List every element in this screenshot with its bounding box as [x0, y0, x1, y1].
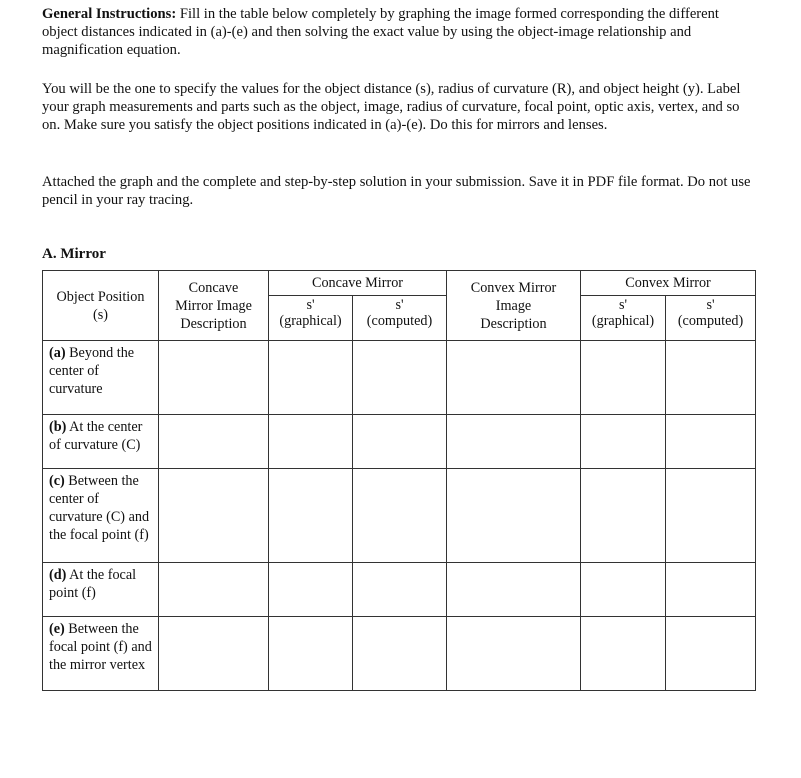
- row-label: (a) Beyond the center of curvature: [43, 341, 159, 415]
- instructions-paragraph: [42, 5, 758, 59]
- convex-description-cell[interactable]: [447, 617, 581, 691]
- header-convex-s-graphical: s' (graphical): [581, 296, 666, 341]
- convex-s-graphical-cell[interactable]: [581, 617, 666, 691]
- specify-values-paragraph: You will be the one to specify the values for the object distance (s), radius of curvature (R), and object height (y). Label your graph measurements and parts such as the object, image, radius of curvature, focal point, optic axis, vertex, and so on. Make sure you satisfy the object positions indicated in (a)-(e). Do this for mirrors and lenses.: [42, 81, 741, 133]
- row-label: (d) At the focal point (f): [43, 563, 159, 617]
- convex-s-computed-cell[interactable]: [666, 617, 756, 691]
- table-row: [43, 341, 756, 415]
- convex-s-computed-cell[interactable]: [666, 341, 756, 415]
- header-concave-description: Concave Mirror Image Description: [159, 271, 269, 341]
- concave-s-graphical-cell[interactable]: [269, 341, 353, 415]
- header-convex-s-computed: s' (computed): [666, 296, 756, 341]
- instructions-body: Fill in the table below completely by graphing the image formed corresponding the different object distances indicated in (a)-(e) and then solving the exact value by using the object-image relationship and magnification equation.: [42, 6, 719, 58]
- header-concave-mirror: Concave Mirror: [269, 271, 447, 296]
- row-label: (c) Between the center of curvature (C) and the focal point (f): [43, 469, 159, 563]
- submission-paragraph: Attached the graph and the complete and step-by-step solution in your submission. Save it in PDF file format. Do not use pencil in your ray tracing.: [42, 174, 751, 208]
- concave-description-cell[interactable]: [159, 341, 269, 415]
- convex-s-graphical-cell[interactable]: [581, 469, 666, 563]
- convex-s-graphical-cell[interactable]: [581, 341, 666, 415]
- header-convex-mirror: Convex Mirror: [581, 271, 756, 296]
- convex-description-cell[interactable]: [447, 469, 581, 563]
- table-row: [43, 415, 756, 469]
- convex-s-graphical-cell[interactable]: [581, 415, 666, 469]
- convex-s-computed-cell[interactable]: [666, 563, 756, 617]
- header-convex-description: Convex Mirror Image Description: [447, 271, 581, 341]
- convex-description-cell[interactable]: [447, 341, 581, 415]
- concave-s-computed-cell[interactable]: [353, 563, 447, 617]
- concave-description-cell[interactable]: [159, 415, 269, 469]
- table-row: [43, 617, 756, 691]
- concave-s-graphical-cell[interactable]: [269, 415, 353, 469]
- header-object-position: Object Position (s): [43, 271, 159, 341]
- concave-s-computed-cell[interactable]: [353, 341, 447, 415]
- convex-s-graphical-cell[interactable]: [581, 563, 666, 617]
- concave-description-cell[interactable]: [159, 617, 269, 691]
- row-label: (b) At the center of curvature (C): [43, 415, 159, 469]
- concave-s-computed-cell[interactable]: [353, 469, 447, 563]
- table-row: [43, 563, 756, 617]
- instructions-heading: General Instructions:: [42, 6, 177, 22]
- header-concave-s-computed: s' (computed): [353, 296, 447, 341]
- concave-description-cell[interactable]: [159, 469, 269, 563]
- concave-s-graphical-cell[interactable]: [269, 563, 353, 617]
- convex-s-computed-cell[interactable]: [666, 469, 756, 563]
- header-concave-s-graphical: s' (graphical): [269, 296, 353, 341]
- mirror-table: [42, 270, 756, 691]
- convex-s-computed-cell[interactable]: [666, 415, 756, 469]
- section-title: A. Mirror: [42, 246, 106, 262]
- concave-s-graphical-cell[interactable]: [269, 469, 353, 563]
- convex-description-cell[interactable]: [447, 563, 581, 617]
- row-label: (e) Between the focal point (f) and the mirror vertex: [43, 617, 159, 691]
- concave-s-computed-cell[interactable]: [353, 415, 447, 469]
- convex-description-cell[interactable]: [447, 415, 581, 469]
- concave-s-graphical-cell[interactable]: [269, 617, 353, 691]
- concave-s-computed-cell[interactable]: [353, 617, 447, 691]
- table-row: [43, 469, 756, 563]
- concave-description-cell[interactable]: [159, 563, 269, 617]
